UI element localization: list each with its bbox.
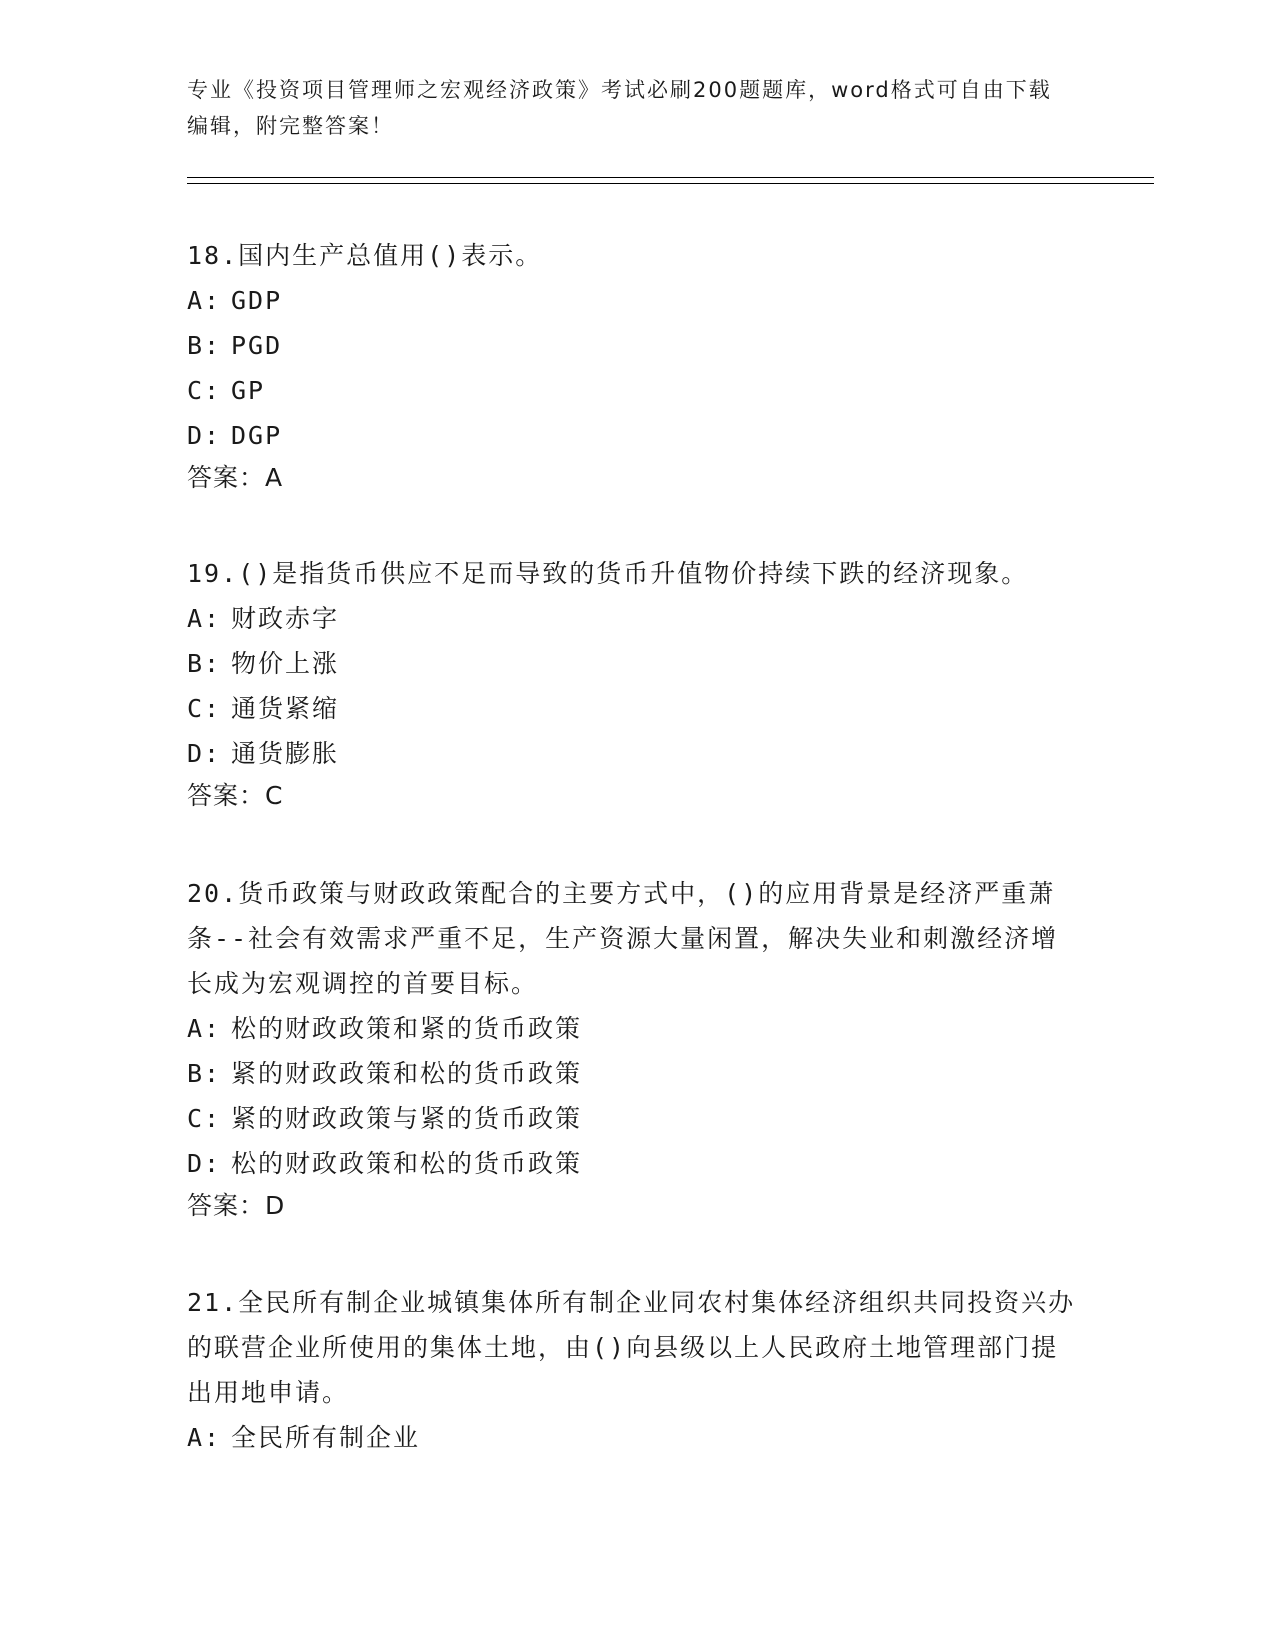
option-key: A: [187,604,222,633]
option-text: 全民所有制企业 [231,1423,421,1452]
option-text: 物价上涨 [231,649,340,678]
option-key: C: [187,1104,222,1133]
option-a [187,1006,1077,1051]
option-key: D: [187,1149,222,1178]
option-key: D: [187,421,222,450]
option-a [187,278,1077,323]
option-text: GDP [231,286,283,315]
option-key: B: [187,1059,222,1088]
question-19 [187,551,1077,816]
option-text: PGD [231,331,283,360]
option-text: 通货紧缩 [231,694,340,723]
answer: 答案：A [187,463,284,492]
option-c [187,1096,1077,1141]
answer: 答案：D [187,1191,286,1220]
option-d [187,1141,1077,1186]
option-d [187,413,1077,458]
question-21 [187,1280,1077,1460]
option-text: 紧的财政政策与紧的货币政策 [231,1104,583,1133]
option-b [187,1051,1077,1096]
option-key: D: [187,739,222,768]
option-text: 松的财政政策和紧的货币政策 [231,1014,583,1043]
option-key: A: [187,286,222,315]
option-text: 松的财政政策和松的货币政策 [231,1149,583,1178]
question-stem: 21.全民所有制企业城镇集体所有制企业同农村集体经济组织共同投资兴办的联营企业所使用的集体土地，由()向县级以上人民政府土地管理部门提出用地申请。 [187,1288,1076,1407]
option-text: GP [231,376,266,405]
option-b [187,641,1077,686]
answer: 答案：C [187,781,284,810]
option-text: 通货膨胀 [231,739,340,768]
option-key: C: [187,376,222,405]
option-key: C: [187,694,222,723]
question-stem: 19.()是指货币供应不足而导致的货币升值物价持续下跌的经济现象。 [187,559,1029,588]
option-key: B: [187,331,222,360]
question-stem: 20.货币政策与财政政策配合的主要方式中，()的应用背景是经济严重萧条--社会有效需求严重不足，生产资源大量闲置，解决失业和刺激经济增长成为宏观调控的首要目标。 [187,879,1059,998]
option-text: 财政赤字 [231,604,340,633]
header-rule-bottom [187,183,1154,184]
option-key: B: [187,649,222,678]
option-c [187,686,1077,731]
document-header: 专业《投资项目管理师之宏观经济政策》考试必刷200题题库，word格式可自由下载编辑，附完整答案！ [187,78,1052,138]
question-stem: 18.国内生产总值用()表示。 [187,241,543,270]
option-text: 紧的财政政策和松的货币政策 [231,1059,583,1088]
header-rule-top [187,177,1154,178]
option-a [187,1415,1077,1460]
option-key: A: [187,1423,222,1452]
option-text: DGP [231,421,283,450]
option-c [187,368,1077,413]
option-key: A: [187,1014,222,1043]
question-20 [187,871,1077,1226]
option-b [187,323,1077,368]
option-a [187,596,1077,641]
option-d [187,731,1077,776]
question-18 [187,233,1077,498]
